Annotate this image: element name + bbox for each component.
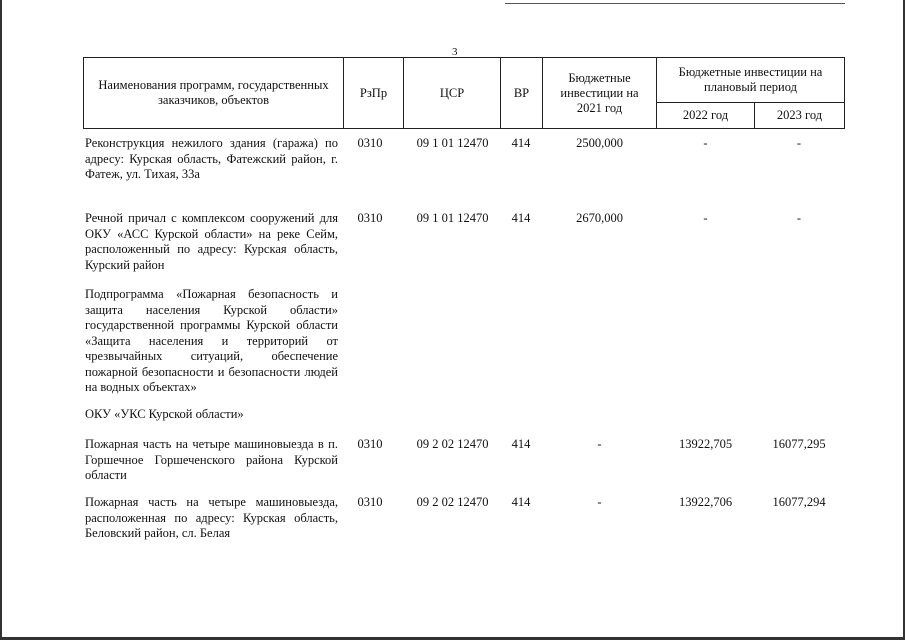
row-vr: 414: [511, 495, 531, 509]
row-csr: 09 2 02 12470: [416, 437, 489, 451]
row-2023: -: [796, 211, 802, 225]
row-2023: 16077,295: [772, 437, 826, 451]
row-name: Пожарная часть на четыре машиновыезда, расположенная по адресу: Курская область, Беловский район, сл. Белая: [85, 495, 338, 540]
row-2021: 2670,000: [576, 211, 623, 225]
row-name: Реконструкция нежилого здания (гаража) по адресу: Курская область, Фатежский район, г. Фатеж, ул. Тихая, 33а: [85, 136, 338, 181]
row-rzpr: 0310: [357, 136, 383, 150]
header-planned-period: Бюджетные инвестиции на плановый период: [656, 58, 845, 103]
header-csr: ЦСР: [403, 58, 500, 129]
header-year-2022: 2022 год: [656, 103, 754, 129]
row-2022: -: [703, 211, 708, 225]
table-header: [83, 58, 845, 129]
subprogram-title: Подпрограмма «Пожарная безопасность и защита населения Курской области» государственной программы Курской области «Защита населения и территорий от чрезвычайных ситуаций, обеспечение пожарной безопасности и безопасности людей на водных объектах»: [85, 287, 338, 394]
row-csr: 09 1 01 12470: [416, 136, 489, 150]
row-vr: 414: [511, 136, 531, 150]
row-2021: 2500,000: [576, 136, 623, 150]
row-vr: 414: [511, 211, 531, 225]
row-2021: -: [597, 495, 602, 509]
row-csr: 09 2 02 12470: [416, 495, 489, 509]
header-year-2023: 2023 год: [754, 103, 845, 129]
header-budget-2021: Бюджетные инвестиции на 2021 год: [542, 58, 656, 129]
header-vr: ВР: [500, 58, 542, 129]
row-csr: 09 1 01 12470: [416, 211, 489, 225]
scan-edge-top: [505, 0, 845, 4]
row-rzpr: 0310: [357, 437, 383, 451]
customer-name: ОКУ «УКС Курской области»: [85, 407, 244, 421]
header-name: Наименования программ, государственных заказчиков, объектов: [83, 58, 343, 129]
row-2022: -: [703, 136, 708, 150]
page-number: 3: [452, 46, 458, 58]
row-rzpr: 0310: [357, 211, 383, 225]
row-rzpr: 0310: [357, 495, 383, 509]
header-rzpr: РзПр: [343, 58, 403, 129]
row-vr: 414: [511, 437, 531, 451]
row-name: Речной причал с комплексом сооружений для ОКУ «АСС Курской области» на реке Сейм, расположенный по адресу: Курская область, Курский район: [85, 211, 338, 272]
row-name: Пожарная часть на четыре машиновыезда в п. Горшечное Горшеченского района Курской области: [85, 437, 338, 482]
row-2022: 13922,705: [678, 437, 733, 451]
row-2022: 13922,706: [678, 495, 733, 509]
row-2021: -: [597, 437, 602, 451]
row-2023: -: [796, 136, 802, 150]
scan-edge-left: [0, 0, 2, 640]
row-2023: 16077,294: [772, 495, 826, 509]
